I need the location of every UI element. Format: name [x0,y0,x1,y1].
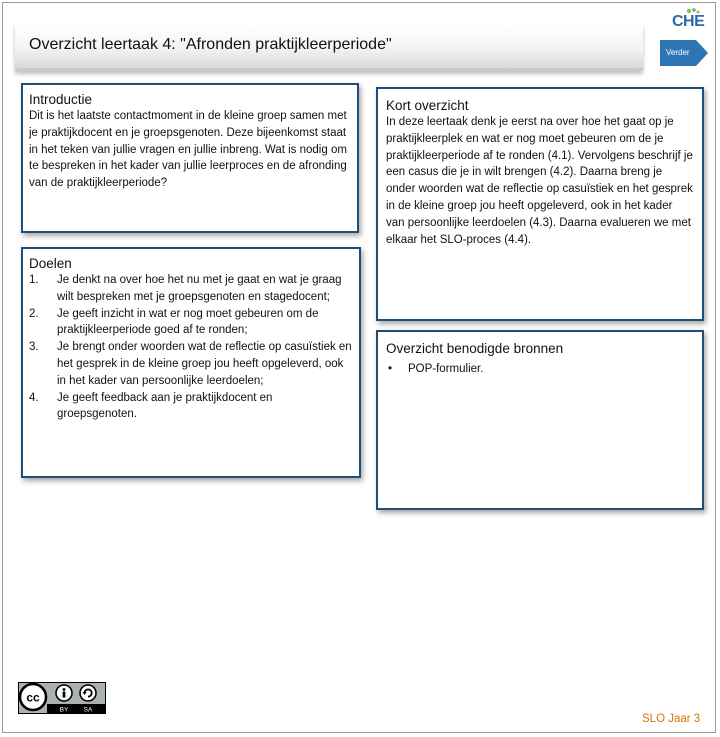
goal-item [29,390,353,424]
goal-number: 2. [29,307,39,320]
bullet: • [388,363,393,375]
bronnen-item-text: POP-formulier. [408,363,484,375]
page-title: Overzicht leertaak 4: "Afronden praktijkleerperiode" [29,36,392,53]
bronnen-list [386,361,694,377]
bronnen-title: Overzicht benodigde bronnen [386,341,564,356]
goal-number: 4. [29,391,39,404]
goal-text: Je geeft inzicht in wat er nog moet gebeuren om de praktijkleerperiode goed af te ronden; [57,307,319,337]
footer-label: SLO Jaar 3 [642,713,701,725]
logo-text: CHE [672,13,705,30]
kort-text: In deze leertaak denk je eerst na over hoe het gaat op je praktijkleerplek en wat er nog moet gebeuren om de je praktijkleerperiode af te ronden (4.1). Vervolgens beschrijf je een casus die je in wilt brengen (4.2). Daarna breng je onder woorden wat de reflectie op casuïstiek en het gesprek in de kleine groep jou heeft opgeleverd, ook in het kader van persoonlijke leerdoelen (4.3). Daarna evalueren we met elkaar het SLO-proces (4.4). [386,116,693,246]
intro-text: Dit is het laatste contactmoment in de kleine groep samen met je praktijkdocent en je groepsgenoten. Deze bijeenkomst staat in het teken van jullie vragen en jullie inbreng. Wat is nodig om te bespreken in het kader van jullie leerproces en de afronding van de praktijkleerperiode? [29,110,347,190]
header-bar [15,24,643,71]
che-logo [668,6,714,36]
cc-text: cc [26,690,40,705]
goal-item [29,306,353,340]
goal-item [29,339,353,389]
goal-text: Je denkt na over hoe het nu met je gaat en wat je graag wilt bespreken met je groepsgenoten en stagedocent; [57,274,342,303]
goal-list [29,272,353,423]
next-button[interactable] [660,40,708,66]
by-text: BY [59,706,69,714]
next-label: Verder [666,48,690,57]
bronnen-box [376,330,704,510]
cc-license-icon [18,682,106,714]
doelen-title: Doelen [29,256,72,271]
sa-text: SA [83,706,93,714]
bronnen-item [386,361,694,377]
goal-number: 1. [29,274,39,286]
goal-text: Je brengt onder woorden wat de reflectie op casuïstiek en het gesprek in de kleine groep jou heeft opgeleverd, ook in het kader van persoonlijke leerdoelen; [57,341,352,387]
goal-item [29,272,353,306]
doelen-box [21,247,361,478]
goal-text: Je geeft feedback aan je praktijkdocent en groepsgenoten. [57,391,273,421]
kort-overzicht-box [376,87,704,321]
intro-box [21,83,359,233]
goal-number: 3. [29,341,39,354]
cc-by-sa-badge [18,682,106,714]
intro-title: Introductie [29,92,93,107]
kort-title: Kort overzicht [386,98,469,113]
